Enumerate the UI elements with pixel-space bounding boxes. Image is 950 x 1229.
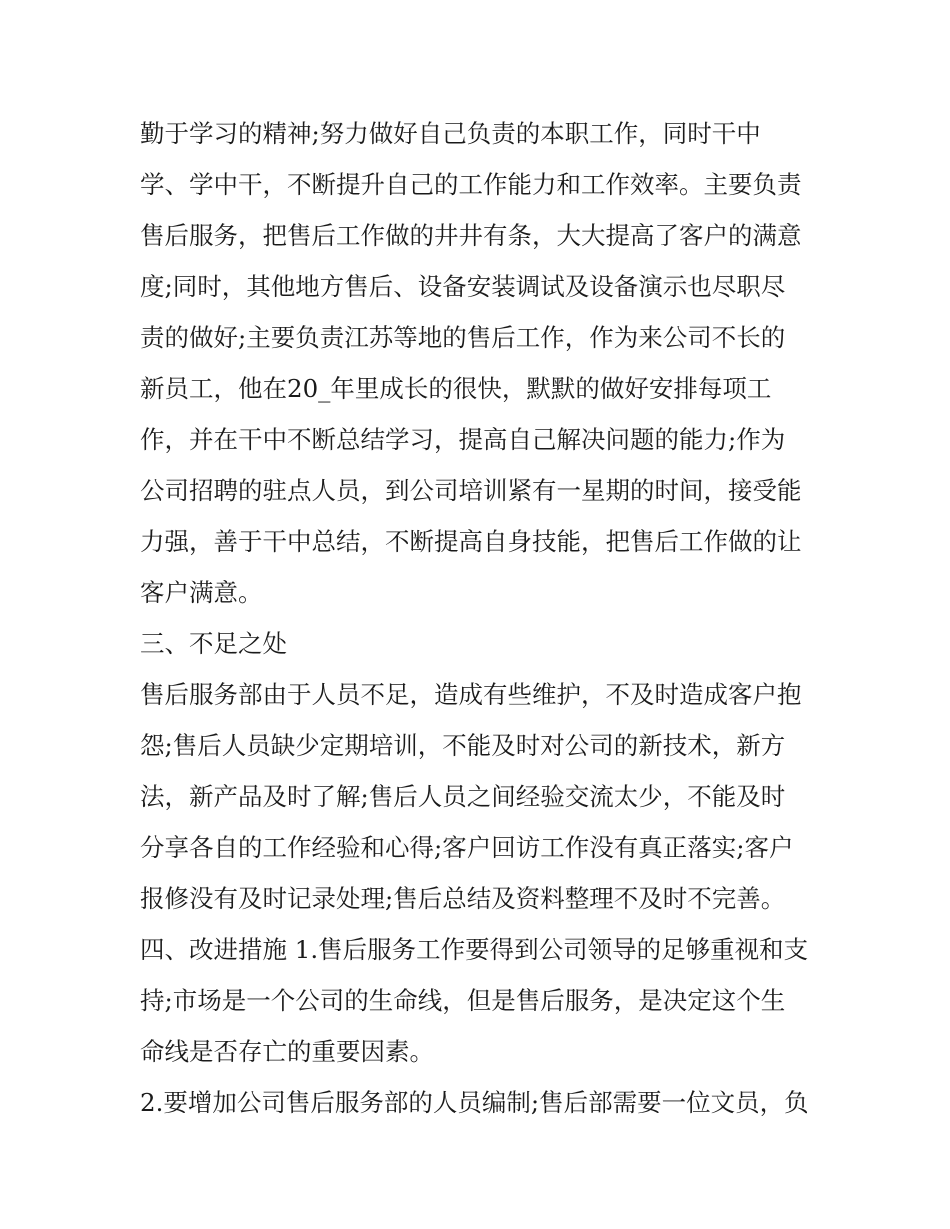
- text-line: 法，新产品及时了解;售后人员之间经验交流太少，不能及时: [140, 782, 786, 811]
- text-line: 公司招聘的驻点人员，到公司培训紧有一星期的时间，接受能: [140, 476, 802, 505]
- text-line: 力强，善于干中总结，不断提高自身技能，把售后工作做的让: [140, 527, 802, 556]
- text-line: 售后服务，把售后工作做的井井有条，大大提高了客户的满意: [140, 221, 802, 250]
- text-line: 作，并在干中不断总结学习，提高自己解决问题的能力;作为: [140, 425, 786, 454]
- text-line: 客户满意。: [140, 578, 263, 607]
- section-heading: 三、不足之处: [140, 629, 287, 658]
- text-line: 分享各自的工作经验和心得;客户回访工作没有真正落实;客户: [140, 833, 794, 862]
- text-line: 度;同时，其他地方售后、设备安装调试及设备演示也尽职尽: [140, 272, 786, 301]
- section-heading: 四、改进措施 1.售后服务工作要得到公司领导的足够重视和支: [140, 935, 809, 964]
- text-line: 责的做好;主要负责江苏等地的售后工作，作为来公司不长的: [140, 323, 786, 352]
- text-line: 新员工，他在20_年里成长的很快，默默的做好安排每项工: [140, 374, 772, 403]
- document-body: [140, 108, 820, 1128]
- text-line: 持;市场是一个公司的生命线，但是售后服务，是决定这个生: [140, 986, 786, 1015]
- text-line: 命线是否存亡的重要因素。: [140, 1037, 434, 1066]
- text-line: 售后服务部由于人员不足，造成有些维护，不及时造成客户抱: [140, 680, 802, 709]
- text-line: 学、学中干，不断提升自己的工作能力和工作效率。主要负责: [140, 170, 802, 199]
- text-line: 勤于学习的精神;努力做好自己负责的本职工作，同时干中: [140, 119, 761, 148]
- text-line: 报修没有及时记录处理;售后总结及资料整理不及时不完善。: [140, 884, 786, 913]
- text-line: 怨;售后人员缺少定期培训，不能及时对公司的新技术，新方: [140, 731, 786, 760]
- text-line: 2.要增加公司售后服务部的人员编制;售后部需要一位文员，负: [140, 1088, 809, 1117]
